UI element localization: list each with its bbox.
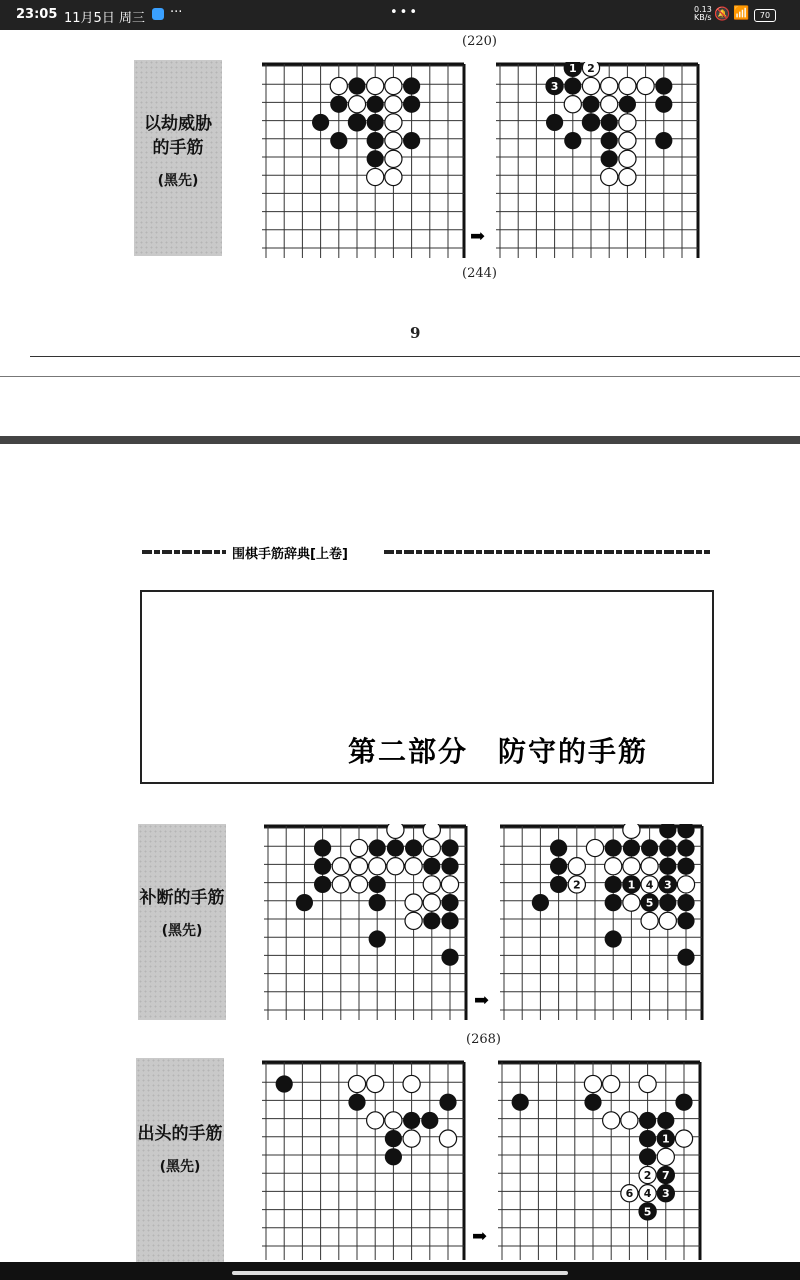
white-stone	[385, 150, 402, 167]
black-stone	[369, 839, 386, 856]
white-stone	[641, 912, 658, 929]
black-stone	[441, 949, 458, 966]
arrow-icon: ➡	[472, 1226, 488, 1247]
white-stone	[659, 912, 676, 929]
stone-number: 2	[643, 1169, 652, 1183]
black-stone	[677, 912, 694, 929]
black-stone	[582, 96, 599, 113]
white-stone	[603, 1112, 620, 1129]
go-board-problem	[262, 1060, 466, 1260]
black-stone	[605, 839, 622, 856]
stone-number: 3	[663, 878, 672, 892]
white-stone	[350, 876, 367, 893]
black-stone	[314, 876, 331, 893]
battery-icon: 70	[754, 9, 776, 22]
white-stone	[621, 1112, 638, 1129]
black-stone	[405, 839, 422, 856]
black-stone	[639, 1148, 656, 1165]
black-stone	[659, 824, 676, 838]
white-stone	[423, 839, 440, 856]
black-stone	[655, 96, 672, 113]
black-stone	[348, 77, 365, 94]
clock: 23:05	[16, 7, 58, 22]
black-stone	[314, 858, 331, 875]
caption-sub: (黑先)	[157, 173, 199, 189]
white-stone	[403, 1130, 420, 1147]
wifi-icon: 📶	[733, 6, 750, 21]
black-stone	[312, 114, 329, 131]
black-stone	[367, 96, 384, 113]
white-stone	[584, 1075, 601, 1092]
black-stone	[367, 132, 384, 149]
white-stone	[387, 858, 404, 875]
white-stone	[601, 96, 618, 113]
part-title: 第二部分 防守的手筋	[347, 735, 648, 768]
go-board-problem	[264, 824, 468, 1020]
page-divider	[30, 356, 800, 357]
black-stone	[659, 839, 676, 856]
white-stone	[385, 114, 402, 131]
black-stone	[385, 1148, 402, 1165]
white-stone	[619, 168, 636, 185]
black-stone	[296, 894, 313, 911]
white-stone	[405, 894, 422, 911]
caption-box-ko-threat	[134, 60, 222, 256]
black-stone	[584, 1094, 601, 1111]
white-stone	[350, 858, 367, 875]
white-stone	[568, 858, 585, 875]
black-stone	[655, 77, 672, 94]
black-stone	[601, 150, 618, 167]
white-stone	[623, 824, 640, 838]
caption-title: 出头的手筋	[137, 1124, 223, 1144]
page-edge	[0, 376, 800, 377]
white-stone	[423, 876, 440, 893]
book-header-title: 围棋手筋辞典[上卷]	[232, 547, 348, 562]
center-dots[interactable]: •••	[390, 5, 420, 20]
black-stone	[421, 1112, 438, 1129]
stone-number: 5	[645, 896, 654, 910]
white-stone	[619, 114, 636, 131]
black-stone	[314, 839, 331, 856]
black-stone	[512, 1094, 529, 1111]
black-stone	[677, 824, 694, 838]
black-stone	[641, 839, 658, 856]
white-stone	[441, 876, 458, 893]
white-stone	[619, 150, 636, 167]
stone-number: 3	[550, 80, 559, 94]
part-title-box	[140, 590, 714, 784]
caption-sub: (黑先)	[159, 1159, 201, 1175]
white-stone	[385, 168, 402, 185]
black-stone	[369, 876, 386, 893]
black-stone	[675, 1094, 692, 1111]
black-stone	[441, 912, 458, 929]
white-stone	[619, 132, 636, 149]
black-stone	[564, 77, 581, 94]
net-speed: 0.13 KB/s	[694, 5, 712, 22]
stone-number: 2	[572, 878, 581, 892]
black-stone	[348, 1094, 365, 1111]
white-stone	[619, 77, 636, 94]
black-stone	[639, 1130, 656, 1147]
stone-number: 1	[627, 878, 636, 892]
black-stone	[659, 858, 676, 875]
white-stone	[403, 1075, 420, 1092]
white-stone	[332, 858, 349, 875]
black-stone	[601, 132, 618, 149]
black-stone	[439, 1094, 456, 1111]
problem-number-bottom: (244)	[462, 266, 497, 281]
black-stone	[655, 132, 672, 149]
black-stone	[403, 1112, 420, 1129]
black-stone	[423, 858, 440, 875]
black-stone	[550, 876, 567, 893]
arrow-icon: ➡	[474, 990, 490, 1011]
white-stone	[367, 1112, 384, 1129]
black-stone	[369, 894, 386, 911]
black-stone	[276, 1075, 293, 1092]
black-stone	[330, 132, 347, 149]
white-stone	[387, 824, 404, 838]
white-stone	[423, 894, 440, 911]
caption-box-head-out	[136, 1058, 224, 1262]
stone-number: 5	[643, 1205, 652, 1219]
black-stone	[605, 930, 622, 947]
white-stone	[405, 912, 422, 929]
go-board-problem	[262, 62, 466, 258]
caption-title-line1: 以劫威胁	[144, 114, 212, 134]
caption-title-line2: 的手筋	[152, 138, 204, 158]
white-stone	[330, 77, 347, 94]
white-stone	[385, 96, 402, 113]
black-stone	[348, 114, 365, 131]
more-notifications-icon: ···	[170, 5, 183, 20]
white-stone	[348, 1075, 365, 1092]
white-stone	[637, 77, 654, 94]
white-stone	[367, 77, 384, 94]
black-stone	[564, 132, 581, 149]
header-ornament-left	[142, 550, 226, 554]
home-gesture-handle[interactable]	[232, 1271, 568, 1275]
white-stone	[332, 876, 349, 893]
page-number: 9	[410, 324, 421, 342]
white-stone	[439, 1130, 456, 1147]
white-stone	[605, 858, 622, 875]
black-stone	[387, 839, 404, 856]
go-board-solution	[496, 62, 700, 258]
black-stone	[677, 949, 694, 966]
black-stone	[385, 1130, 402, 1147]
black-stone	[403, 77, 420, 94]
caption-box-connect	[138, 824, 226, 1020]
black-stone	[639, 1112, 656, 1129]
white-stone	[582, 77, 599, 94]
black-stone	[677, 839, 694, 856]
black-stone	[546, 114, 563, 131]
date: 11月5日 周三	[64, 11, 145, 26]
white-stone	[367, 168, 384, 185]
black-stone	[677, 894, 694, 911]
stone-number: 3	[661, 1187, 670, 1201]
stone-number: 1	[568, 62, 577, 75]
white-stone	[641, 858, 658, 875]
black-stone	[441, 839, 458, 856]
black-stone	[550, 858, 567, 875]
caption-sub: (黑先)	[161, 923, 203, 939]
black-stone	[677, 858, 694, 875]
black-stone	[657, 1112, 674, 1129]
black-stone	[619, 96, 636, 113]
stone-number: 4	[643, 1187, 652, 1201]
cloud-icon	[152, 8, 164, 20]
black-stone	[369, 930, 386, 947]
white-stone	[385, 1112, 402, 1129]
caption-title: 补断的手筋	[139, 888, 225, 908]
black-stone	[403, 132, 420, 149]
white-stone	[385, 77, 402, 94]
stone-number: 6	[625, 1187, 634, 1201]
stone-number: 2	[587, 62, 595, 75]
black-stone	[601, 114, 618, 131]
black-stone	[605, 876, 622, 893]
white-stone	[639, 1075, 656, 1092]
black-stone	[582, 114, 599, 131]
stone-number: 4	[645, 878, 654, 892]
white-stone	[601, 168, 618, 185]
status-bar	[0, 0, 800, 30]
stone-number: 1	[661, 1132, 670, 1146]
white-stone	[657, 1148, 674, 1165]
white-stone	[623, 894, 640, 911]
go-board-solution	[500, 824, 704, 1020]
white-stone	[586, 839, 603, 856]
white-stone	[677, 876, 694, 893]
white-stone	[601, 77, 618, 94]
mute-icon: 🔕	[714, 7, 731, 22]
white-stone	[564, 96, 581, 113]
page-separator	[0, 436, 800, 444]
black-stone	[623, 839, 640, 856]
white-stone	[367, 1075, 384, 1092]
black-stone	[441, 894, 458, 911]
white-stone	[348, 96, 365, 113]
black-stone	[367, 150, 384, 167]
black-stone	[532, 894, 549, 911]
white-stone	[423, 824, 440, 838]
black-stone	[550, 839, 567, 856]
black-stone	[423, 912, 440, 929]
white-stone	[623, 858, 640, 875]
white-stone	[385, 132, 402, 149]
black-stone	[403, 96, 420, 113]
black-stone	[330, 96, 347, 113]
white-stone	[369, 858, 386, 875]
white-stone	[350, 839, 367, 856]
problem-number: (268)	[466, 1032, 501, 1047]
navigation-bar	[0, 1262, 800, 1280]
black-stone	[441, 858, 458, 875]
white-stone	[405, 858, 422, 875]
stone-number: 7	[661, 1169, 670, 1183]
header-ornament-right	[384, 550, 710, 554]
problem-number-top: (220)	[462, 34, 497, 49]
white-stone	[603, 1075, 620, 1092]
black-stone	[659, 894, 676, 911]
go-board-solution	[498, 1060, 702, 1260]
black-stone	[605, 894, 622, 911]
white-stone	[675, 1130, 692, 1147]
arrow-icon: ➡	[470, 226, 486, 247]
black-stone	[367, 114, 384, 131]
